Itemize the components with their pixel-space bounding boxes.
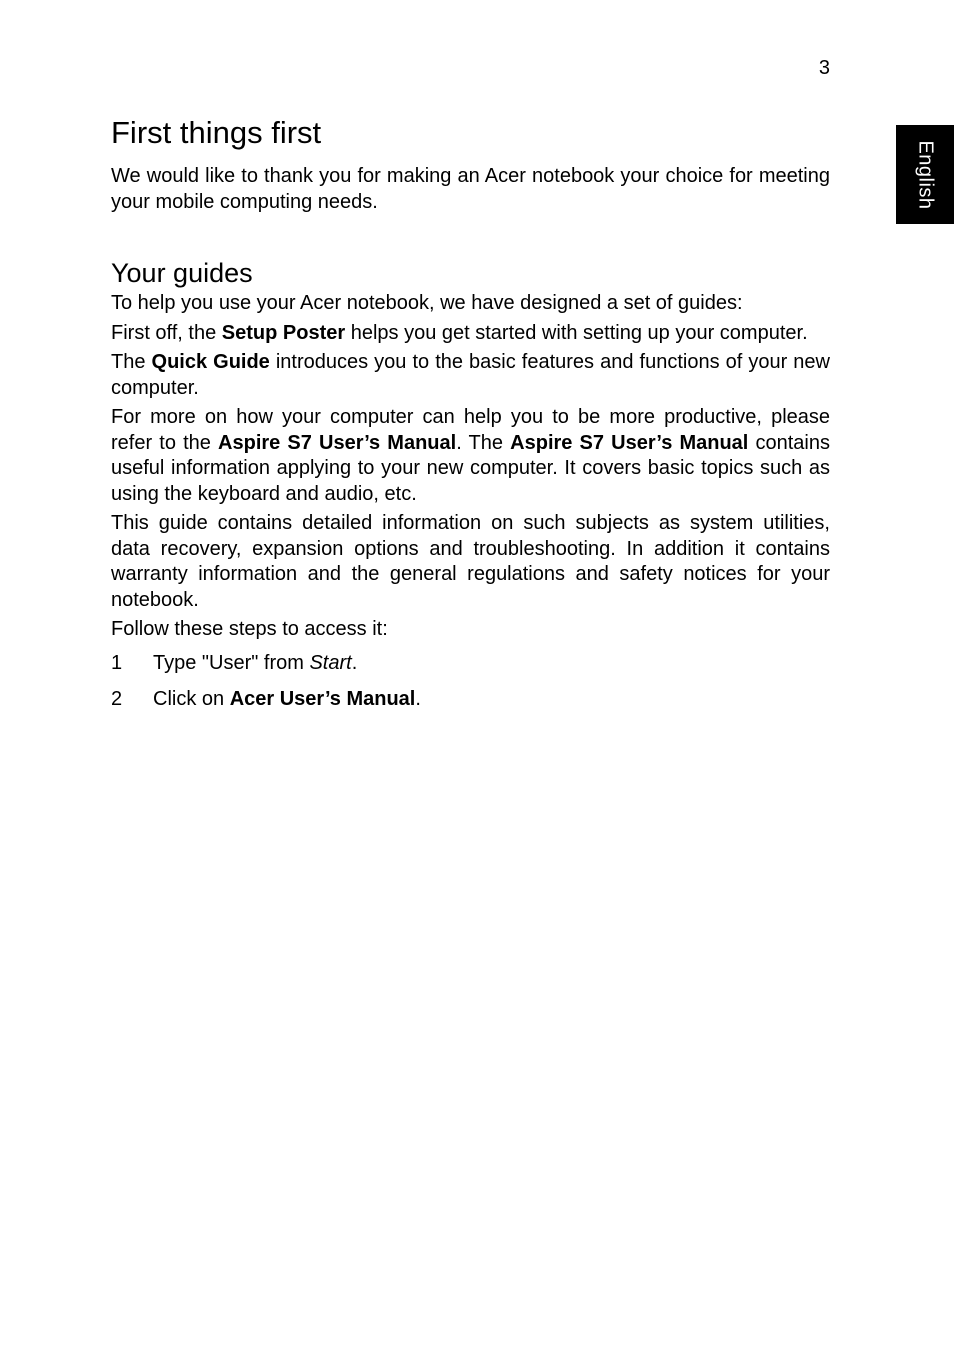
user-manual-paragraph: For more on how your computer can help you to be more productive, please refer to the Aspire S7 User’s Manual. The Aspire S7 User’s Manual contains useful information applying to your new computer. It covers basic topics such as using the keyboard and audio, etc. [111, 406, 830, 505]
language-tab-label: English [914, 139, 937, 210]
steps-list [111, 651, 830, 713]
step-number: 2 [111, 688, 123, 710]
section-title: First things first [111, 115, 322, 150]
page-number: 3 [818, 57, 830, 79]
user-manual-term: Aspire S7 User’s Manual [218, 431, 457, 454]
step-number: 1 [111, 651, 123, 674]
page-content [111, 113, 830, 724]
quick-guide-paragraph: The Quick Guide introduces you to the basic features and functions of your new computer. [111, 351, 830, 399]
details-paragraph: This guide contains detailed information on such subjects as system utilities, data recovery, expansion options and troubleshooting. In addition it contains warranty information and the general regulations and safety notices for your notebook. [111, 512, 830, 611]
guides-lead: To help you use your Acer notebook, we have designed a set of guides: [111, 292, 743, 314]
intro-paragraph: We would like to thank you for making an Acer notebook your choice for meeting your mobile computing needs. [111, 165, 830, 213]
language-tab [896, 125, 954, 224]
setup-poster-paragraph: First off, the Setup Poster helps you get started with setting up your computer. [111, 321, 808, 344]
guides-heading: Your guides [111, 258, 253, 288]
step-text: Type "User" from Start. [153, 651, 358, 674]
list-item [111, 687, 830, 713]
quick-guide-term: Quick Guide [151, 351, 270, 373]
steps-intro: Follow these steps to access it: [111, 618, 388, 640]
list-item [111, 651, 830, 677]
step-text: Click on Acer User’s Manual. [153, 688, 421, 710]
user-manual-term: Aspire S7 User’s Manual [510, 431, 749, 454]
setup-poster-term: Setup Poster [221, 321, 346, 344]
